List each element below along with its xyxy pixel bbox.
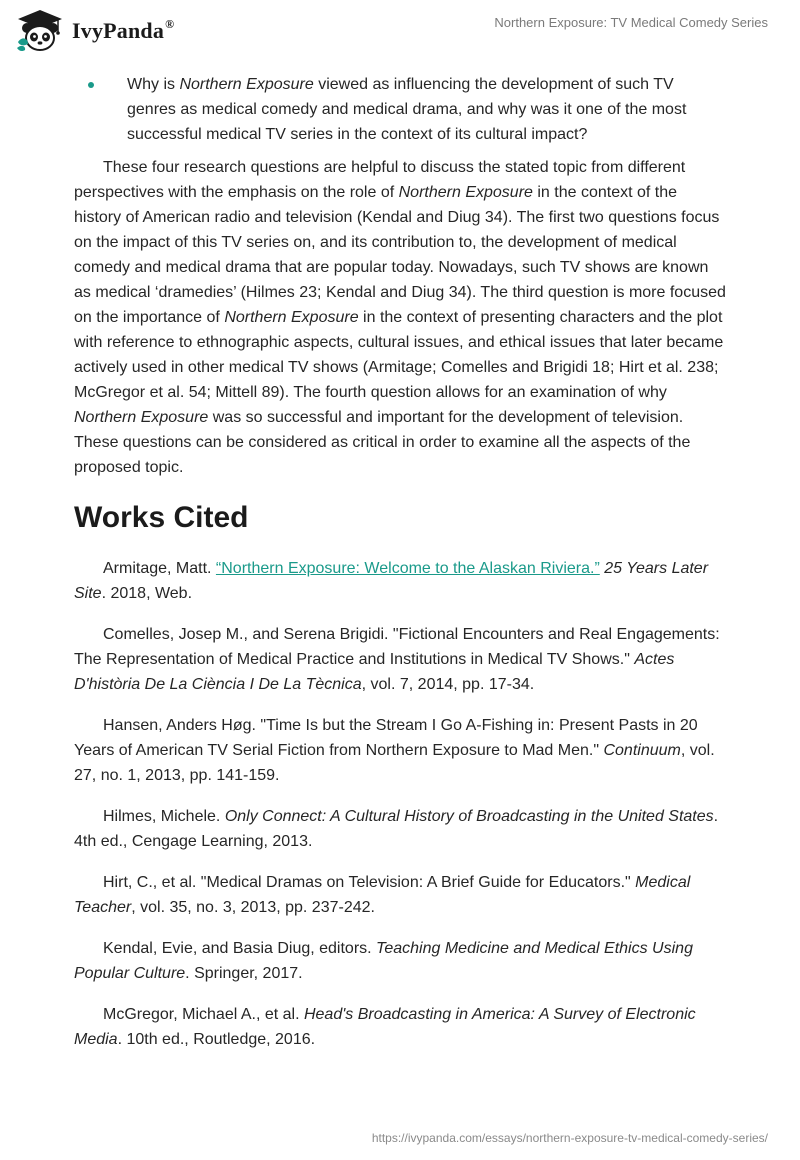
panda-graduate-icon	[14, 8, 66, 52]
document-title: Northern Exposure: TV Medical Comedy Series	[494, 15, 768, 30]
citation-hirt: Hirt, C., et al. "Medical Dramas on Television: A Brief Guide for Educators." Medical Teacher, vol. 35, no. 3, 2013, pp. 237-242.	[74, 874, 691, 916]
ivypanda-logo[interactable]	[14, 8, 174, 52]
citation-link[interactable]: “Northern Exposure: Welcome to the Alaskan Riviera.”	[215, 560, 600, 577]
works-cited-heading: Works Cited	[74, 501, 249, 534]
page-header	[0, 0, 800, 62]
citation-armitage: Armitage, Matt. “Northern Exposure: Welcome to the Alaskan Riviera.” 25 Years Later Site. 2018, Web.	[74, 560, 709, 602]
body-paragraph: These four research questions are helpful to discuss the stated topic from different perspectives with the emphasis on the role of Northern Exposure in the context of the history of American radio and television (Kendal and Diug 34). The first two questions focus on the impact of this TV series on, and its contribution to, the development of medical comedy and medical drama that are popular today. Nowadays, such TV shows are known as medical ‘dramedies’ (Hilmes 23; Kendal and Diug 34). The third question is more focused on the importance of Northern Exposure in the context of presenting characters and the plot with reference to ethnographic aspects, cultural issues, and ethical issues that later became actively used in other medical TV shows (Armitage; Comelles and Brigidi 18; Hirt et al. 238; McGregor et al. 54; Mittell 89). The fourth question allows for an examination of why Northern Exposure was so successful and important for the development of television. These questions can be considered as critical in order to examine all the aspects of the proposed topic.	[74, 159, 726, 476]
citation-mcgregor: McGregor, Michael A., et al. Head's Broadcasting in America: A Survey of Electronic Media. 10th ed., Routledge, 2016.	[74, 1006, 696, 1048]
bullet-dot-icon	[88, 82, 94, 88]
research-question-bullet: Why is Northern Exposure viewed as influencing the development of such TV genres as medical comedy and medical drama, and why was it one of the most successful medical TV series in the context of its cultural impact?	[74, 72, 726, 147]
citation-hilmes: Hilmes, Michele. Only Connect: A Cultural History of Broadcasting in the United States. 4th ed., Cengage Learning, 2013.	[74, 808, 719, 850]
citation-kendal: Kendal, Evie, and Basia Diug, editors. Teaching Medicine and Medical Ethics Using Popular Culture. Springer, 2017.	[74, 940, 693, 982]
brand-name: IvyPanda®	[72, 16, 175, 43]
citation-comelles: Comelles, Josep M., and Serena Brigidi. "Fictional Encounters and Real Engagements: The Representation of Medical Practice and Institutions in Medical TV Shows." Actes D'història De La Ciència I De La Tècnica, vol. 7, 2014, pp. 17-34.	[74, 626, 720, 693]
citation-hansen: Hansen, Anders Høg. "Time Is but the Stream I Go A-Fishing in: Present Pasts in 20 Years of American TV Serial Fiction from Northern Exposure to Mad Men." Continuum, vol. 27, no. 1, 2013, pp. 141-159.	[74, 717, 715, 784]
source-url[interactable]: https://ivypanda.com/essays/northern-exposure-tv-medical-comedy-series/	[371, 1131, 768, 1145]
essay-content	[74, 72, 726, 1068]
